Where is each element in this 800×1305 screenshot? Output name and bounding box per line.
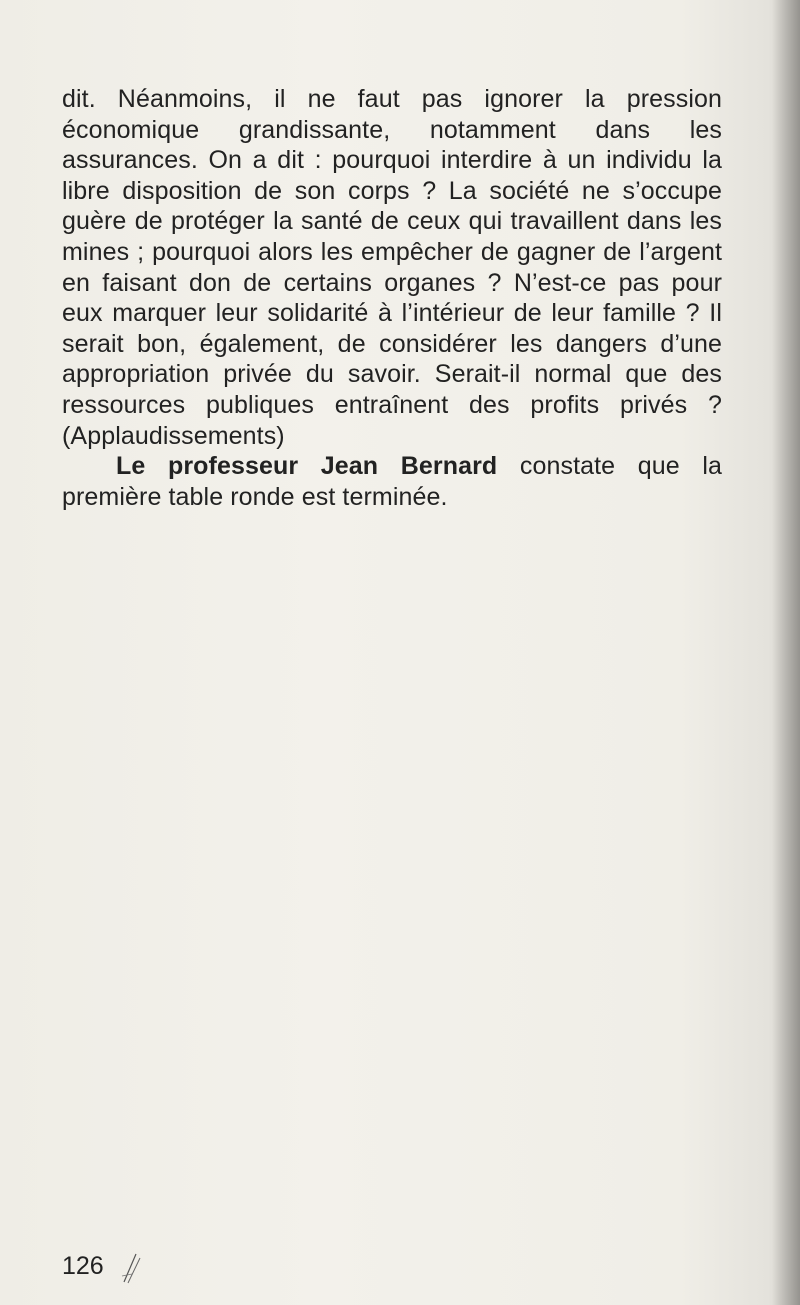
paragraph: dit. Néanmoins, il ne faut pas ignorer la pression économique grandissante, notamment dans les assurances. On a dit : pourquoi interdire à un individu la libre disposition de son corps ? La société ne s’occupe guère de protéger la santé de ceux qui travaillent dans les mines ; pourquoi alors les empêcher de gagner de l’argent en faisant don de certains organes ? N’est-ce pas pour eux marquer leur solidarité à l’intérieur de leur famille ? Il serait bon, également, de considérer les dangers d’une appropriation privée du savoir. Serait-il normal que des ressources publiques entraînent des profits privés ? (Applaudissements) (62, 85, 722, 450)
paragraph-text: constate que la première table ronde est terminée. (62, 452, 722, 511)
speaker-name: Le professeur Jean Bernard (116, 452, 498, 481)
page-gutter-shadow (772, 0, 800, 1305)
pencil-mark-icon (116, 1246, 146, 1286)
paragraph (62, 451, 722, 512)
page-number: 126 (62, 1252, 104, 1280)
body-text (62, 84, 722, 512)
